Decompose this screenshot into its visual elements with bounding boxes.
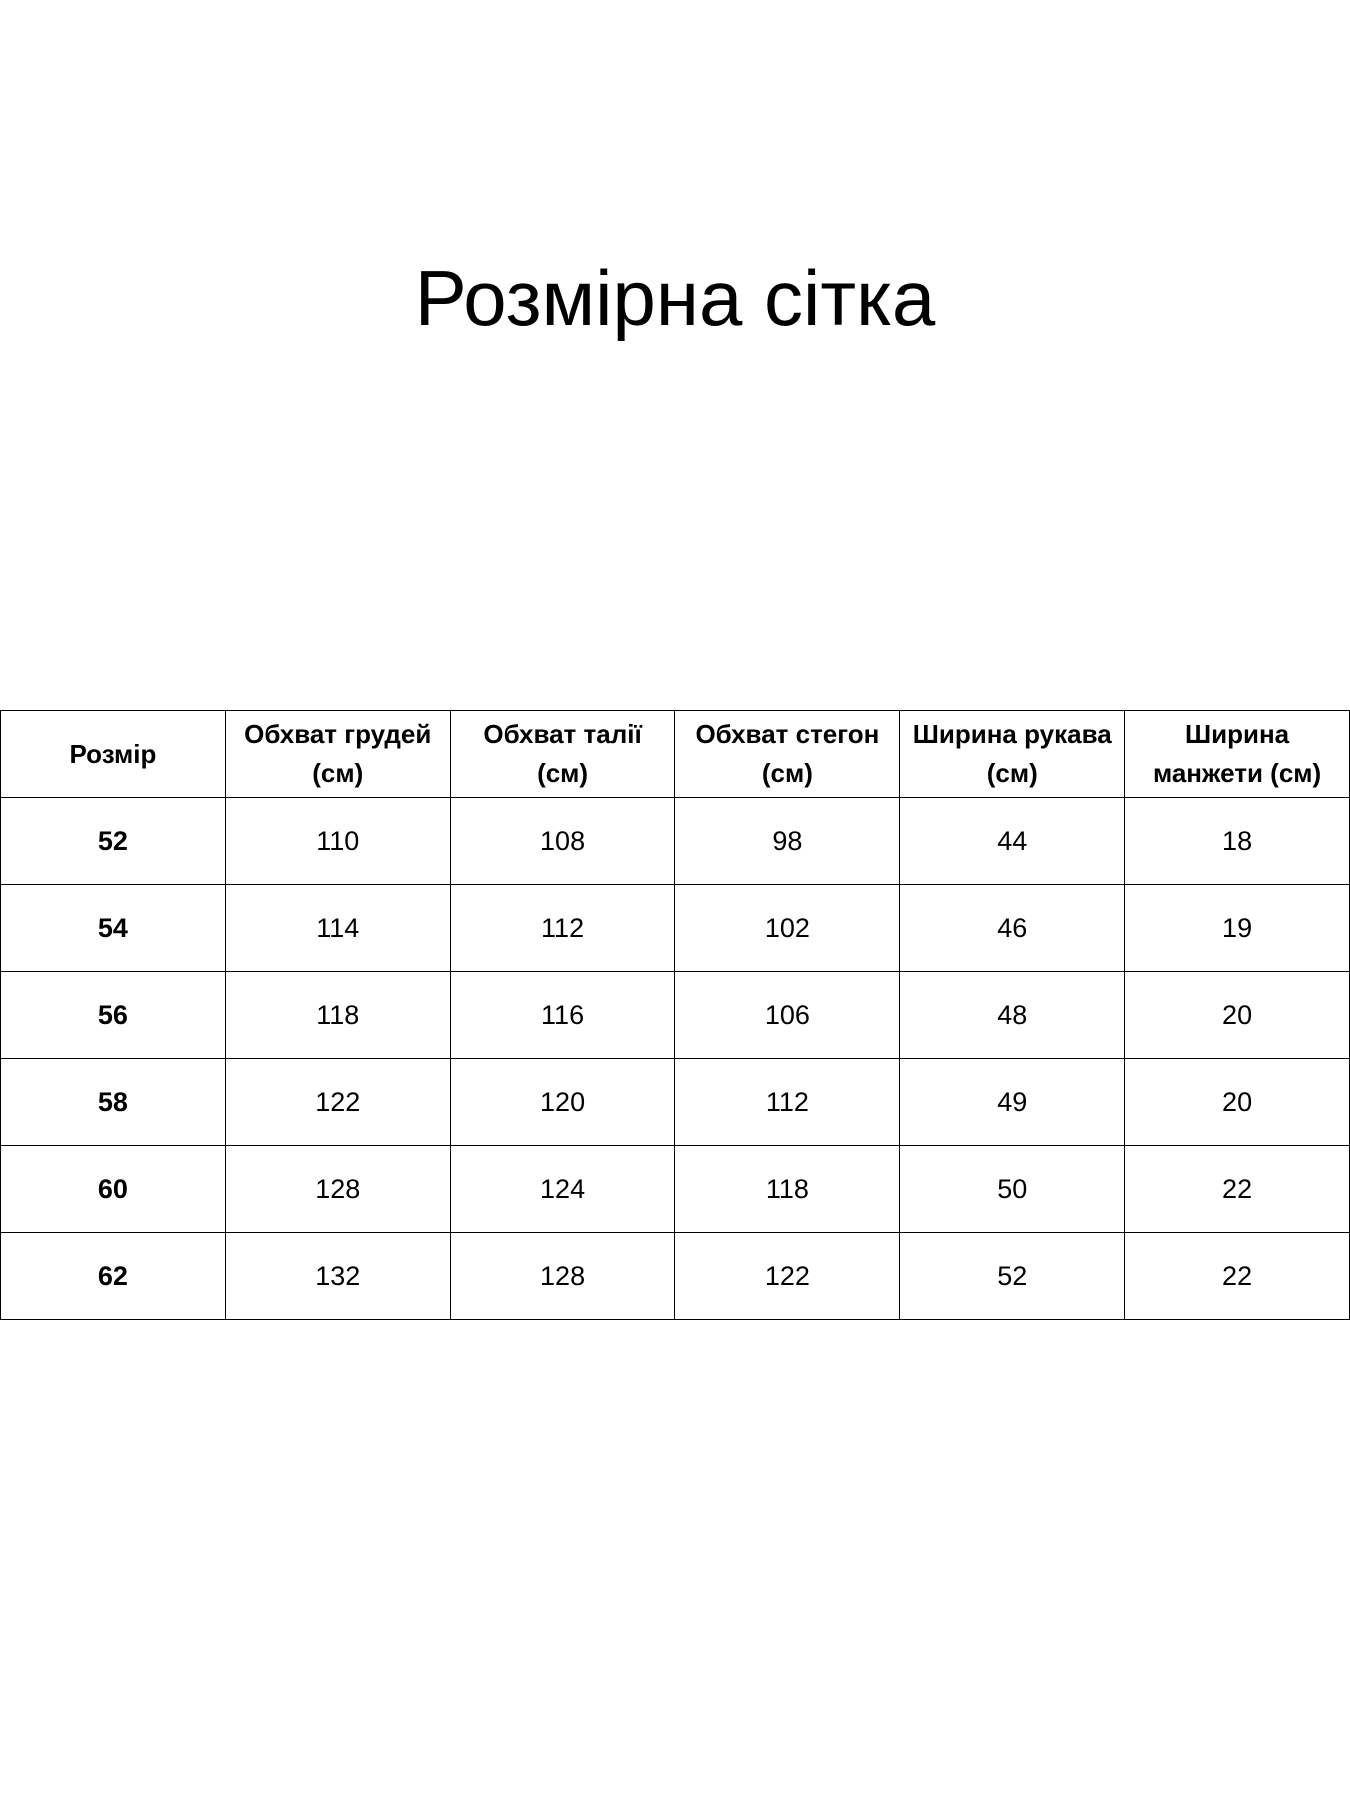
header-waist: Обхват талії (см) [450,711,675,798]
size-cell: 60 [1,1146,226,1233]
waist-cell: 108 [450,798,675,885]
hips-cell: 106 [675,972,900,1059]
chest-cell: 110 [225,798,450,885]
sleeve-width-cell: 49 [900,1059,1125,1146]
table-row [1,972,1350,1059]
hips-cell: 122 [675,1233,900,1320]
hips-cell: 118 [675,1146,900,1233]
cuff-width-cell: 20 [1125,972,1350,1059]
chest-cell: 122 [225,1059,450,1146]
waist-cell: 124 [450,1146,675,1233]
cuff-width-cell: 20 [1125,1059,1350,1146]
size-cell: 58 [1,1059,226,1146]
chest-cell: 128 [225,1146,450,1233]
sleeve-width-cell: 46 [900,885,1125,972]
cuff-width-cell: 22 [1125,1146,1350,1233]
table-row [1,1146,1350,1233]
cuff-width-cell: 19 [1125,885,1350,972]
hips-cell: 98 [675,798,900,885]
size-cell: 56 [1,972,226,1059]
waist-cell: 128 [450,1233,675,1320]
chest-cell: 118 [225,972,450,1059]
waist-cell: 120 [450,1059,675,1146]
size-cell: 62 [1,1233,226,1320]
chest-cell: 114 [225,885,450,972]
table-row [1,885,1350,972]
sleeve-width-cell: 44 [900,798,1125,885]
table-header-row [1,711,1350,798]
header-sleeve-width: Ширина рукава (см) [900,711,1125,798]
sleeve-width-cell: 50 [900,1146,1125,1233]
hips-cell: 112 [675,1059,900,1146]
table-row [1,798,1350,885]
page-title: Розмірна сітка [414,254,936,342]
table-row [1,1233,1350,1320]
sleeve-width-cell: 48 [900,972,1125,1059]
cuff-width-cell: 22 [1125,1233,1350,1320]
table-row [1,1059,1350,1146]
sleeve-width-cell: 52 [900,1233,1125,1320]
hips-cell: 102 [675,885,900,972]
header-hips: Обхват стегон (см) [675,711,900,798]
cuff-width-cell: 18 [1125,798,1350,885]
header-chest: Обхват грудей (см) [225,711,450,798]
size-chart-table [0,710,1350,1320]
waist-cell: 116 [450,972,675,1059]
chest-cell: 132 [225,1233,450,1320]
size-cell: 52 [1,798,226,885]
size-cell: 54 [1,885,226,972]
waist-cell: 112 [450,885,675,972]
header-size: Розмір [1,711,226,798]
header-cuff-width: Ширина манжети (см) [1125,711,1350,798]
